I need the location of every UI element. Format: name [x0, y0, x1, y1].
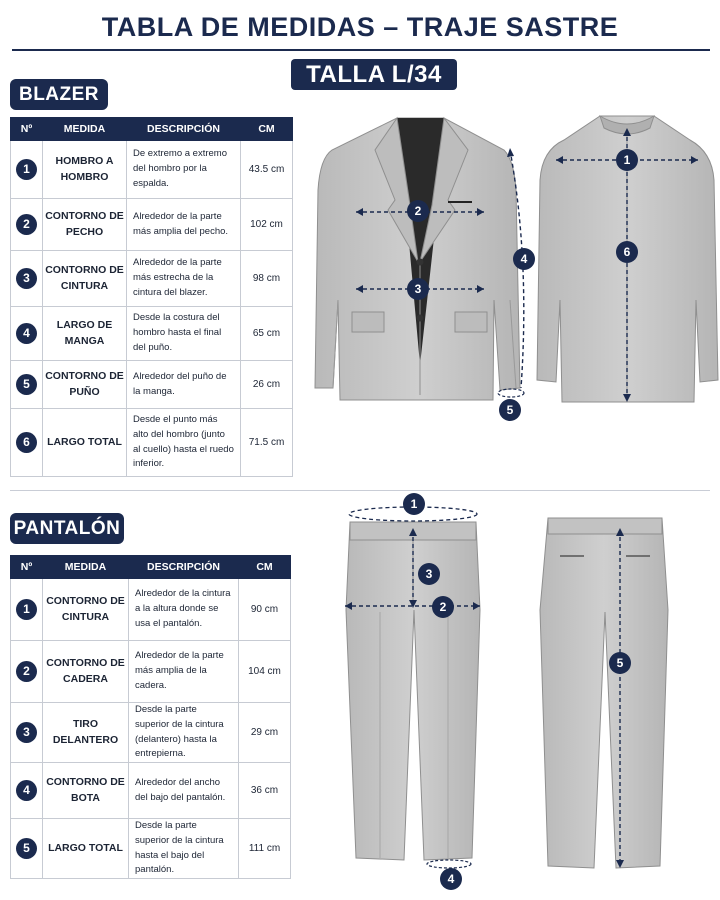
marker-blazer-chest: [407, 200, 429, 222]
measure-value: 98 cm: [241, 251, 293, 307]
number-badge: 5: [16, 838, 37, 859]
svg-text:3: 3: [414, 282, 422, 296]
measure-name: CONTORNO DE PECHO: [43, 199, 127, 251]
number-badge: 2: [16, 214, 37, 235]
measure-value: 102 cm: [241, 199, 293, 251]
number-badge: 1: [16, 159, 37, 180]
marker-pants-length: [609, 652, 631, 674]
blazer-front-illustration: [315, 118, 524, 400]
column-header-number: Nº: [11, 556, 43, 579]
measure-value: 104 cm: [239, 641, 291, 703]
measure-value: 71.5 cm: [241, 409, 293, 477]
measure-value: 111 cm: [239, 819, 291, 879]
measure-name: CONTORNO DE BOTA: [43, 763, 129, 819]
number-badge: 4: [16, 780, 37, 801]
column-header-measure: MEDIDA: [43, 118, 127, 141]
number-badge: 2: [16, 661, 37, 682]
blazer-heading: BLAZER: [10, 79, 108, 110]
number-badge: 3: [16, 722, 37, 743]
column-header-measure: MEDIDA: [43, 556, 129, 579]
measure-name: LARGO TOTAL: [43, 409, 127, 477]
page-title: TABLA DE MEDIDAS – TRAJE SASTRE: [101, 12, 619, 42]
column-header-description: DESCRIPCIÓN: [127, 118, 241, 141]
measure-description: Desde la parte superior de la cintura hasta el bajo del pantalón.: [129, 819, 239, 879]
pants-back-illustration: [540, 518, 668, 868]
svg-text:1: 1: [623, 153, 631, 167]
measure-value: 29 cm: [239, 703, 291, 763]
marker-blazer-shoulder: [616, 149, 638, 171]
number-badge: 6: [16, 432, 37, 453]
marker-blazer-sleeve: [513, 248, 535, 270]
svg-text:4: 4: [520, 252, 528, 266]
pantalon-heading: PANTALÓN: [10, 513, 124, 544]
number-badge: 3: [16, 268, 37, 289]
measure-description: De extremo a extremo del hombro por la espalda.: [127, 141, 241, 199]
svg-text:4: 4: [447, 872, 455, 886]
measure-description: Alrededor de la parte más estrecha de la cintura del blazer.: [127, 251, 241, 307]
measure-name: CONTORNO DE PUÑO: [43, 361, 127, 409]
measure-value: 26 cm: [241, 361, 293, 409]
svg-text:5: 5: [506, 403, 514, 417]
measure-name: TIRO DELANTERO: [43, 703, 129, 763]
number-badge: 4: [16, 323, 37, 344]
column-header-number: Nº: [11, 118, 43, 141]
size-badge: TALLA L/34: [291, 59, 457, 90]
measure-name: CONTORNO DE CADERA: [43, 641, 129, 703]
column-header-description: DESCRIPCIÓN: [129, 556, 239, 579]
measure-name: LARGO TOTAL: [43, 819, 129, 879]
measure-description: Desde el punto más alto del hombro (junto al cuello) hasta el ruedo inferior.: [127, 409, 241, 477]
measure-description: Desde la costura del hombro hasta el final del puño.: [127, 307, 241, 361]
marker-pants-hip: [432, 596, 454, 618]
svg-text:1: 1: [410, 497, 418, 511]
measure-name: HOMBRO A HOMBRO: [43, 141, 127, 199]
number-badge: 1: [16, 599, 37, 620]
measure-name: LARGO DE MANGA: [43, 307, 127, 361]
svg-text:2: 2: [414, 204, 422, 218]
measure-name: CONTORNO DE CINTURA: [43, 251, 127, 307]
measure-description: Alrededor de la parte más amplia de la cadera.: [129, 641, 239, 703]
number-badge: 5: [16, 374, 37, 395]
measure-description: Alrededor de la parte más amplia del pecho.: [127, 199, 241, 251]
marker-pants-rise: [418, 563, 440, 585]
marker-pants-hem: [440, 868, 462, 890]
marker-blazer-waist: [407, 278, 429, 300]
marker-pants-waist: [403, 493, 425, 515]
svg-text:3: 3: [425, 567, 433, 581]
svg-text:5: 5: [616, 656, 624, 670]
measure-value: 36 cm: [239, 763, 291, 819]
column-header-cm: CM: [239, 556, 291, 579]
measure-description: Alrededor del puño de la manga.: [127, 361, 241, 409]
marker-blazer-cuff: [499, 399, 521, 421]
measure-name: CONTORNO DE CINTURA: [43, 579, 129, 641]
column-header-cm: CM: [241, 118, 293, 141]
svg-text:6: 6: [623, 245, 631, 259]
pants-front-illustration: [345, 507, 480, 868]
measure-value: 90 cm: [239, 579, 291, 641]
marker-blazer-length: [616, 241, 638, 263]
measure-description: Alrededor del ancho del bajo del pantalón.: [129, 763, 239, 819]
svg-text:2: 2: [439, 600, 447, 614]
measure-description: Desde la parte superior de la cintura (delantero) hasta la entrepierna.: [129, 703, 239, 763]
measure-value: 43.5 cm: [241, 141, 293, 199]
measure-value: 65 cm: [241, 307, 293, 361]
measure-description: Alrededor de la cintura a la altura donde se usa el pantalón.: [129, 579, 239, 641]
